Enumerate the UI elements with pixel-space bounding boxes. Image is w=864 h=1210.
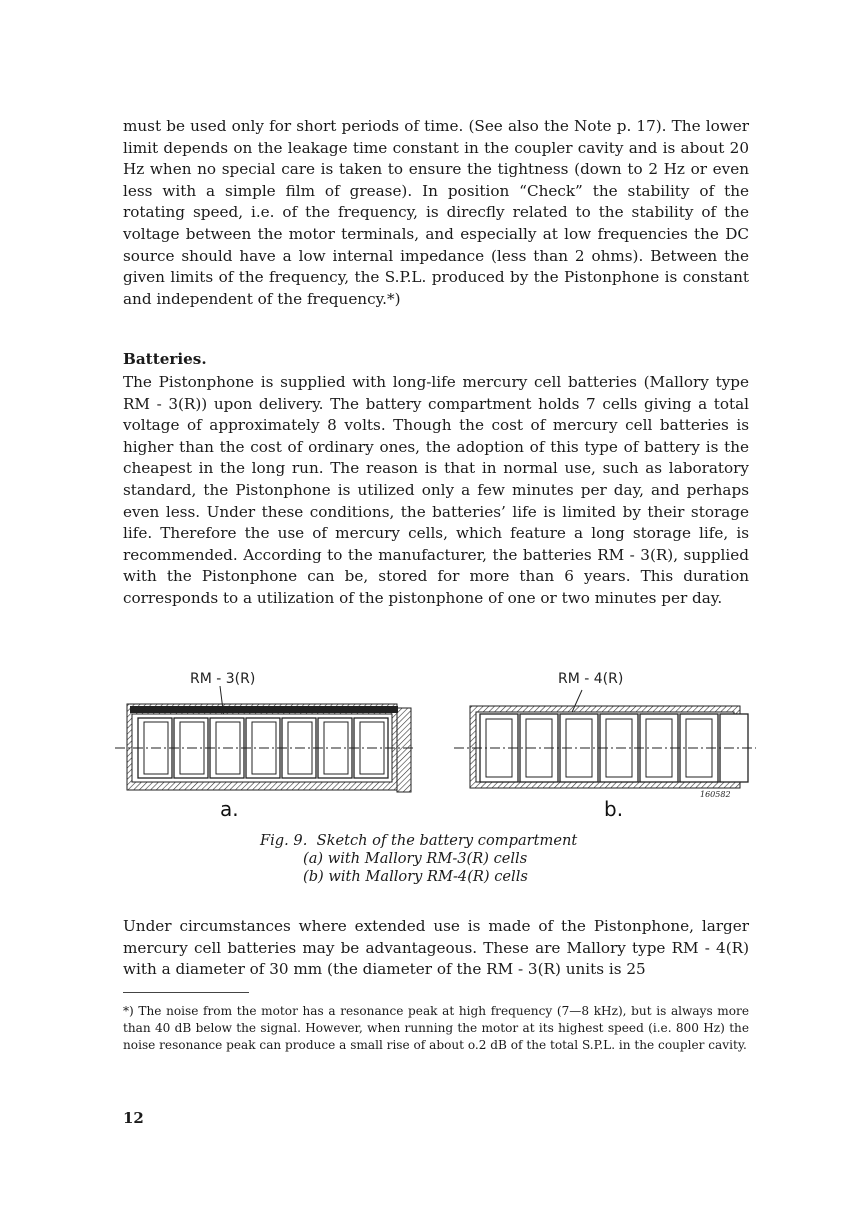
paragraph-larger-cells: Under circumstances where extended use is made of the Pistonphone, larger mercury cell batteries may be advantageous. These are Mallory type RM - 4(R) with a diameter of 30 mm (the diameter of the RM - 3(R) units is 25 — [123, 917, 749, 979]
footnote: *) The noise from the motor has a resonance peak at high frequency (7—8 kHz), but is always more than 40 dB below the signal. However, when running the motor at its highest speed (i.e. 800 Hz) the noise resonance peak can produce a small rise of about o.2 dB of the total S.P.L. in the coupler cavity. — [123, 1004, 749, 1052]
sketch-a-rm3-compartment — [115, 671, 415, 821]
label-rm3: RM - 3(R) — [190, 671, 256, 687]
figure-caption — [260, 832, 660, 886]
sublabel-a: a. — [220, 797, 239, 821]
sublabel-b: b. — [604, 797, 624, 821]
page-number: 12 — [123, 1109, 144, 1127]
caption-line-3: (b) with Mallory RM-4(R) cells — [303, 868, 528, 885]
caption-line-2: (a) with Mallory RM-3(R) cells — [303, 850, 528, 867]
paragraph-frequency-limits: must be used only for short periods of time. (See also the Note p. 17). The lower limit depends on the leakage time constant in the coupler cavity and is about 20 Hz when no special care is taken to ensure the tightness (down to 2 Hz or even less with a simple film of grease). In position “Check” the stability of the rotating speed, i.e. of the frequency, is direcfly related to the stability of the voltage between the motor terminals, and especially at low frequencies the DC source should have a low internal impedance (less than 2 ohms). Between the given limits of the frequency, the S.P.L. produced by the Pistonphone is constant and independent of the frequency.*) — [123, 117, 749, 308]
caption-line-1: Fig. 9. Sketch of the battery compartment — [260, 832, 578, 849]
sketch-b-rm4-compartment — [454, 671, 756, 821]
drawing-number: 160582 — [700, 790, 731, 799]
footnote-divider — [123, 992, 249, 993]
battery-compartment-figure — [110, 666, 770, 826]
section-heading-batteries: Batteries. — [123, 350, 207, 368]
paragraph-batteries: The Pistonphone is supplied with long-life mercury cell batteries (Mallory type RM - 3(R)) upon delivery. The battery compartment holds 7 cells giving a total voltage of approximately 8 volts. Though the cost of mercury cell batteries is higher than the cost of ordinary ones, the adoption of this type of battery is the cheapest in the long run. The reason is that in normal use, such as laboratory standard, the Pistonphone is utilized only a few minutes per day, and perhaps even less. Under these conditions, the batteries’ life is limited by their storage life. Therefore the use of mercury cells, which feature a long storage life, is recommended. According to the manufacturer, the batteries RM - 3(R), supplied with the Pistonphone can be, stored for more than 6 years. This duration corresponds to a utilization of the pistonphone of one or two minutes per day. — [123, 373, 749, 607]
label-rm4: RM - 4(R) — [558, 671, 624, 687]
